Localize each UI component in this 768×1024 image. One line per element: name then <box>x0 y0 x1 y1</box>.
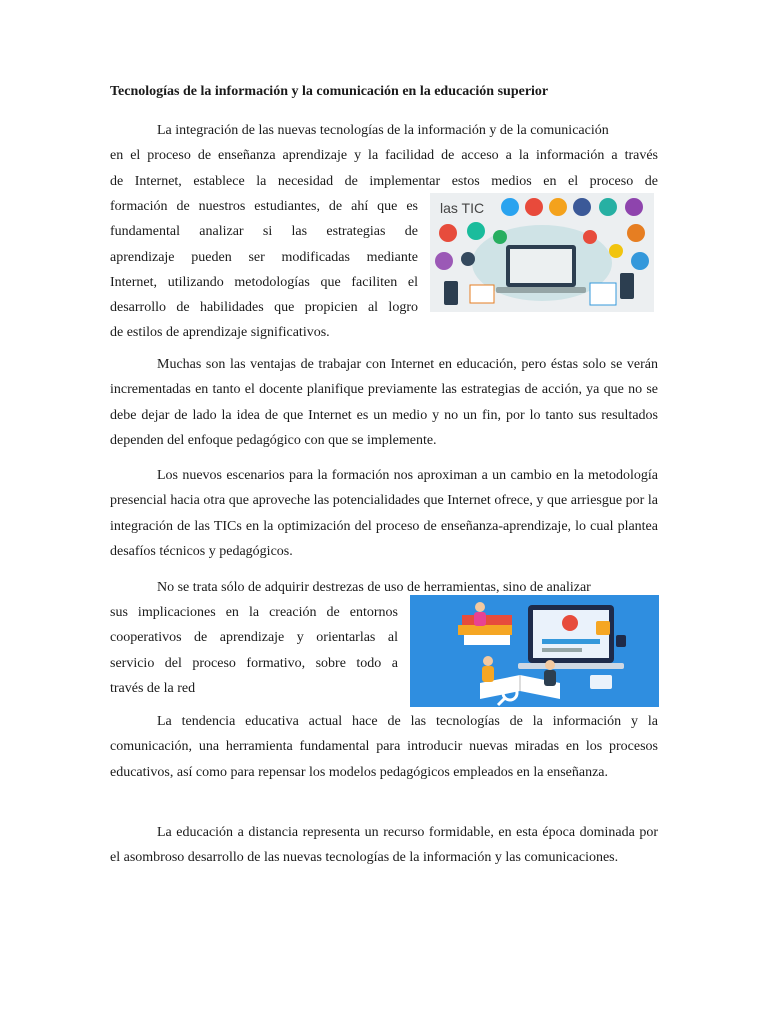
p1-wrap-line-1: formación de nuestros estudiantes, de ahí que es <box>110 199 418 214</box>
p1-wrap-line-2: fundamental analizar si las estrategias de <box>110 224 418 240</box>
education-illustration <box>410 595 659 707</box>
laptop-icon <box>518 605 624 669</box>
tic-label: las TIC <box>440 200 485 216</box>
laptop-icon <box>496 245 586 293</box>
p1-line-1: La integración de las nuevas tecnologías de la información y de la comunicación <box>157 123 609 138</box>
p1-wrap-line-3: aprendizaje pueden ser modificadas mediante <box>110 249 418 265</box>
p1-wrap-line-4: Internet, utilizando metodologías que faciliten el <box>110 274 418 290</box>
p1-line-2: en el proceso de enseñanza aprendizaje y la facilidad de acceso a la información a través <box>110 148 658 164</box>
p4-wrap-line-4: través de la red <box>110 680 196 696</box>
p4-wrap-line-3: servicio del proceso formativo, sobre todo a <box>110 655 398 671</box>
p4-line-1: No se trata sólo de adquirir destrezas de uso de herramientas, sino de analizar <box>157 580 591 595</box>
paragraph-6: La educación a distancia representa un recurso formidable, en esta época dominada por el asombroso desarrollo de las nuevas tecnologías de la información y las comunicaciones. <box>110 825 658 866</box>
document-title: Tecnologías de la información y la comunicación en la educación superior <box>110 84 549 99</box>
p1-line-3: de Internet, establece la necesidad de implementar estos medios en el proceso de <box>110 173 658 189</box>
p4-wrap-line-1: sus implicaciones en la creación de entornos <box>110 605 398 620</box>
paragraph-2: Muchas son las ventajas de trabajar con Internet en educación, pero éstas solo se verán incrementadas en tanto el docente planifique previamente las estrategias de acción, ya que no se debe dejar de lado la idea de que Internet es un medio y no un fin, por lo tanto sus resultados dependen del enfoque pedagógico con que se implemente. <box>110 357 658 448</box>
p1-last-line: de estilos de aprendizaje significativos. <box>110 325 330 341</box>
tic-illustration <box>430 193 654 312</box>
paragraph-3: Los nuevos escenarios para la formación nos aproximan a un cambio en la metodología presencial hacia otra que aproveche las potencialidades que Internet ofrece, y que arriesgue por la integración de las TICs en la optimización del proceso de enseñanza-aprendizaje, lo cual plantea desafíos técnicos y pedagógicos. <box>110 468 658 559</box>
paragraph-5: La tendencia educativa actual hace de las tecnologías de la información y la comunicación, una herramienta fundamental para introducir nuevas miradas en los procesos educativos, así como para repensar los modelos pedagógicos empleados en la enseñanza. <box>110 714 658 780</box>
p4-wrap-line-2: cooperativos de aprendizaje y orientarlas al <box>110 630 398 646</box>
p1-wrap-line-5: desarrollo de habilidades que propicien al logro <box>110 300 418 316</box>
